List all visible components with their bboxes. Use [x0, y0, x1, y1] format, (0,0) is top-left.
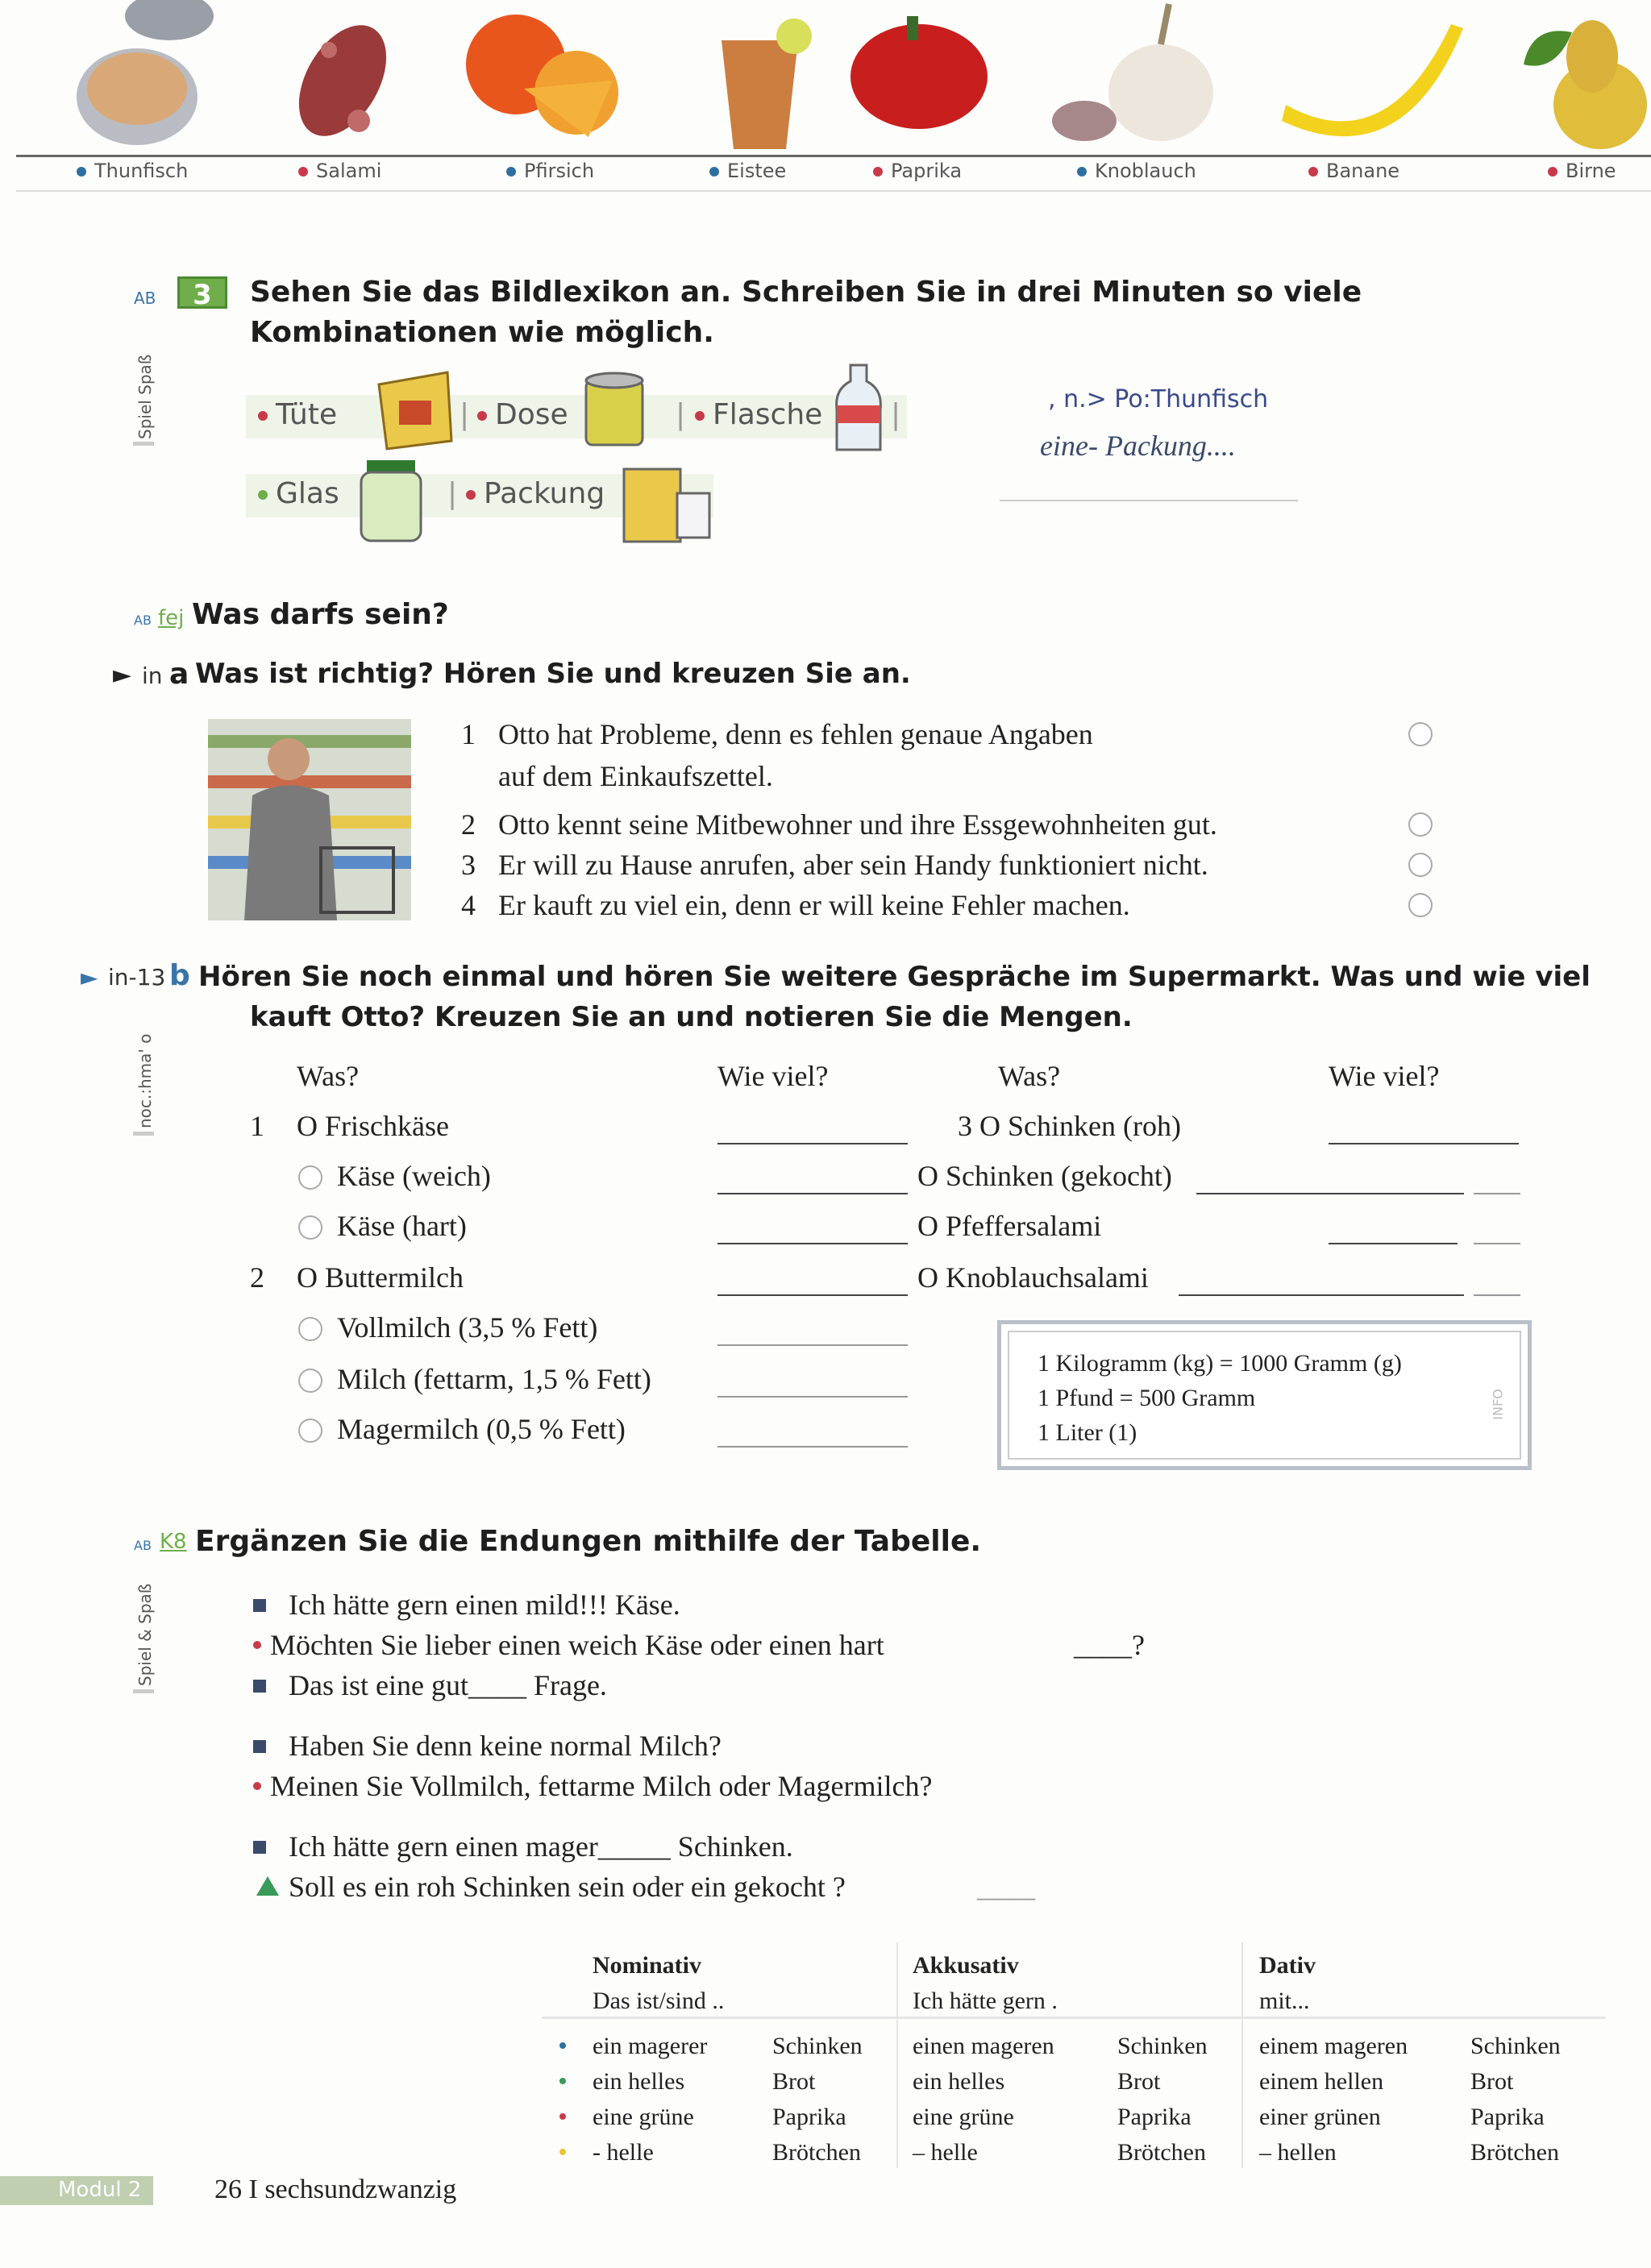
handwritten-note-2: eine- Packung....: [1040, 430, 1236, 462]
info-line-3: 1 Liter (1): [1038, 1419, 1137, 1446]
page-number: 26 I sechsundzwanzig: [214, 2175, 457, 2204]
gender-dot-icon: [559, 2042, 566, 2049]
quantity-blank-extra[interactable]: [1474, 1193, 1520, 1194]
food-label-0: [77, 160, 188, 182]
item-label: Magermilch (0,5 % Fett): [337, 1413, 626, 1445]
item-checkbox[interactable]: [298, 1419, 322, 1443]
task-number-3: 3: [177, 276, 227, 309]
speaker-dot-icon: [253, 1782, 261, 1790]
part-a-letter: a: [169, 658, 189, 691]
food-label-text: Salami: [316, 160, 382, 182]
noun-cell: Schinken: [1470, 2033, 1561, 2059]
statement-text: Otto hat Probleme, denn es fehlen genaue Angaben: [498, 718, 1093, 750]
play-icon[interactable]: ►: [113, 661, 132, 689]
answer-checkbox[interactable]: [1408, 812, 1433, 837]
col-header-wieviel-1: Wie viel?: [717, 1060, 829, 1092]
article-adjective-cell: – helle: [913, 2139, 978, 2166]
iced-tea-image: [722, 19, 812, 149]
bullet-icon: [1308, 167, 1318, 177]
tuna-can-image: [77, 0, 214, 145]
quantity-blank[interactable]: [1196, 1193, 1464, 1194]
food-label-text: Eistee: [727, 160, 787, 182]
bullet-icon: [873, 167, 883, 177]
answer-checkbox[interactable]: [1408, 853, 1433, 877]
food-label-text: Banane: [1326, 160, 1400, 182]
article-adjective-cell: einer grünen: [1259, 2104, 1381, 2130]
quantity-blank[interactable]: [717, 1193, 908, 1194]
jar-icon: [355, 456, 427, 545]
bullet-icon: [77, 167, 86, 177]
noun-cell: Paprika: [772, 2104, 846, 2130]
quantity-blank[interactable]: [717, 1396, 908, 1398]
item-label: O Frischkäse: [297, 1110, 449, 1142]
food-label-text: Thunfisch: [94, 160, 189, 182]
speaker-square-icon: [253, 1841, 266, 1854]
statement-text: Otto kennt seine Mitbewohner und ihre Essgewohnheiten gut.: [498, 808, 1217, 841]
supermarket-photo: [208, 719, 411, 920]
food-photo-strip: [0, 0, 1651, 155]
article-adjective-cell: ein helles: [913, 2068, 1005, 2095]
part-b-letter: b: [169, 959, 190, 992]
item-label: O Schinken (gekocht): [917, 1160, 1172, 1192]
info-line-1: 1 Kilogramm (kg) = 1000 Gramm (g): [1038, 1350, 1402, 1377]
package-icon: [619, 461, 716, 550]
pear-image: [1524, 20, 1647, 149]
ab-reference-4: AB: [134, 613, 152, 628]
article-adjective-cell: eine grüne: [593, 2104, 694, 2130]
play-icon-b[interactable]: ►: [81, 964, 98, 991]
dialog-line: Soll es ein roh Schinken sein oder ein gekocht ?: [289, 1871, 846, 1903]
food-label-2: [506, 160, 594, 182]
note-line: [1000, 500, 1298, 501]
part-b-instruction-line2: kauft Otto? Kreuzen Sie an und notieren Sie die Mengen.: [250, 1001, 1133, 1033]
strip-divider: [16, 155, 1651, 157]
food-label-6: [1308, 160, 1399, 182]
statement-text: Er will zu Hause anrufen, aber sein Handy funktioniert nicht.: [498, 849, 1208, 881]
quantity-blank[interactable]: [717, 1344, 908, 1346]
grammar-col-divider-1: [896, 1942, 898, 2168]
food-label-1: [298, 160, 381, 182]
dialog-line: Das ist eine gut____ Frage.: [289, 1669, 607, 1701]
statement-number: 3: [461, 849, 476, 881]
task3-instruction-line2: Kombinationen wie möglich.: [250, 316, 714, 349]
food-label-text: Birne: [1566, 160, 1616, 182]
gender-dot-icon: [559, 2149, 566, 2155]
quantity-blank[interactable]: [717, 1143, 908, 1144]
item-label: O Pfeffersalami: [917, 1210, 1102, 1242]
salami-image: [281, 10, 405, 152]
article-adjective-cell: ein helles: [593, 2068, 685, 2095]
audio-track-a[interactable]: in: [142, 663, 163, 689]
article-adjective-cell: eine grüne: [913, 2104, 1014, 2130]
case-header: Nominativ: [593, 1952, 701, 1979]
info-tag: INFO: [1490, 1389, 1506, 1420]
item-label: Käse (weich): [337, 1160, 491, 1192]
statement-text-cont: auf dem Einkaufszettel.: [498, 760, 773, 792]
handwritten-note-1: , n.> Po:Thunfisch: [1048, 385, 1269, 413]
item-label: Vollmilch (3,5 % Fett): [337, 1311, 598, 1344]
statement-number: 4: [461, 889, 476, 921]
food-label-text: Paprika: [891, 160, 963, 182]
food-label-text: Knoblauch: [1095, 160, 1196, 182]
quantity-blank[interactable]: [717, 1446, 908, 1448]
part-a-instruction: Was ist richtig? Hören Sie und kreuzen Sie an.: [195, 658, 911, 690]
food-label-5: [1077, 160, 1196, 182]
lexicon-dose: Dose: [477, 398, 568, 431]
quantity-blank[interactable]: [1179, 1294, 1464, 1296]
case-header: Akkusativ: [913, 1952, 1019, 1979]
quantity-blank[interactable]: [717, 1243, 908, 1244]
article-adjective-cell: einem hellen: [1259, 2068, 1384, 2095]
banana-image: [1282, 24, 1463, 136]
gender-dot-icon: [559, 2078, 566, 2084]
bag-icon: [371, 364, 460, 453]
lexicon-flasche: Flasche: [695, 398, 822, 431]
case-subheader: mit...: [1259, 1988, 1310, 2014]
statement-number: 2: [461, 808, 476, 841]
item-label: Milch (fettarm, 1,5 % Fett): [337, 1363, 651, 1395]
dialog-line-tail: ____?: [1074, 1629, 1145, 1661]
item-label: 3 O Schinken (roh): [958, 1110, 1181, 1142]
item-checkbox[interactable]: [298, 1215, 322, 1240]
item-label: O Knoblauchsalami: [917, 1261, 1149, 1294]
ab-reference-5: AB: [134, 1538, 152, 1553]
task5-ref: K8: [160, 1530, 187, 1554]
audio-track-b[interactable]: in-13: [108, 964, 166, 991]
food-label-text: Pfirsich: [524, 160, 595, 182]
task4-ref: fej: [158, 606, 185, 630]
noun-cell: Brötchen: [1470, 2139, 1559, 2166]
dialog-line: Ich hätte gern einen mild!!! Käse.: [289, 1589, 680, 1621]
task4-title: Was darfs sein?: [192, 598, 449, 631]
bottle-icon: [830, 361, 887, 458]
strip-bottom-rule: [16, 190, 1651, 192]
noun-cell: Brot: [772, 2068, 816, 2095]
quantity-blank[interactable]: [717, 1294, 908, 1296]
item-label: Käse (hart): [337, 1210, 467, 1242]
dialog-line-tail: ____: [977, 1871, 1035, 1903]
side-marker: [133, 442, 154, 446]
article-adjective-cell: einem mageren: [1259, 2033, 1408, 2059]
speaker-triangle-icon: [256, 1876, 279, 1896]
garlic-image: [1052, 4, 1213, 141]
item-checkbox[interactable]: [298, 1369, 322, 1393]
task5-title: Ergänzen Sie die Endungen mithilfe der Tabelle.: [195, 1525, 982, 1558]
item-number: 1: [250, 1110, 264, 1142]
food-label-4: [873, 160, 962, 182]
speaker-square-icon: [253, 1740, 266, 1753]
answer-checkbox[interactable]: [1408, 722, 1433, 746]
quantity-blank[interactable]: [1329, 1143, 1519, 1144]
dialog-line: Haben Sie denn keine normal Milch?: [289, 1730, 722, 1762]
col-header-wieviel-2: Wie viel?: [1329, 1060, 1440, 1092]
noun-cell: Paprika: [1470, 2104, 1545, 2130]
task5-side-label: Spiel & Spaß: [135, 1583, 155, 1686]
noun-cell: Schinken: [772, 2033, 863, 2059]
article-adjective-cell: einen mageren: [913, 2033, 1054, 2059]
case-header: Dativ: [1259, 1952, 1316, 1979]
col-header-was-1: Was?: [297, 1060, 360, 1092]
quantity-blank-extra[interactable]: [1474, 1243, 1520, 1244]
bullet-icon: [1077, 167, 1087, 177]
article-adjective-cell: ein magerer: [593, 2033, 708, 2059]
article-adjective-cell: – hellen: [1259, 2139, 1337, 2166]
bullet-icon: [709, 167, 719, 177]
article-adjective-cell: - helle: [593, 2139, 654, 2166]
dialog-line: Möchten Sie lieber einen weich Käse oder einen hart: [270, 1629, 884, 1661]
bell-pepper-image: [850, 16, 988, 129]
quantity-blank-extra[interactable]: [1474, 1294, 1520, 1296]
task3-side-label: Spiel Spaß: [135, 354, 155, 439]
bullet-icon: [1548, 167, 1557, 177]
lexicon-tuete: Tüte: [258, 398, 337, 431]
case-subheader: Das ist/sind ..: [593, 1988, 725, 2014]
case-subheader: Ich hätte gern .: [913, 1988, 1058, 2014]
dialog-line: Ich hätte gern einen mager_____ Schinken.: [289, 1830, 793, 1863]
bullet-icon: [298, 167, 308, 177]
side-marker-b: [133, 1132, 154, 1136]
bullet-icon: [506, 167, 516, 177]
ab-reference-3: AB: [134, 289, 156, 308]
item-checkbox[interactable]: [298, 1165, 322, 1190]
grammar-col-divider-2: [1241, 1942, 1243, 2168]
noun-cell: Brötchen: [772, 2139, 861, 2166]
statement-number: 1: [461, 718, 476, 750]
task3-instruction-line1: Sehen Sie das Bildlexikon an. Schreiben Sie in drei Minuten so viele: [250, 276, 1362, 309]
food-label-7: [1548, 160, 1616, 182]
gender-dot-icon: [559, 2113, 566, 2120]
lexicon-packung: Packung: [466, 477, 605, 510]
food-label-3: [709, 160, 786, 182]
noun-cell: Paprika: [1117, 2104, 1191, 2130]
noun-cell: Schinken: [1117, 2033, 1208, 2059]
noun-cell: Brot: [1470, 2068, 1514, 2095]
lexicon-glas: Glas: [258, 477, 339, 510]
info-box: [997, 1320, 1532, 1470]
speaker-dot-icon: [253, 1641, 261, 1649]
speaker-square-icon: [253, 1680, 266, 1693]
can-icon: [582, 371, 647, 451]
info-line-2: 1 Pfund = 500 Gramm: [1038, 1385, 1256, 1411]
dialog-line: Meinen Sie Vollmilch, fettarme Milch oder Magermilch?: [270, 1770, 933, 1802]
noun-cell: Brot: [1117, 2068, 1161, 2095]
statement-text: Er kauft zu viel ein, denn er will keine Fehler machen.: [498, 889, 1130, 921]
part-b-side-label: noc.:hma' o: [135, 1033, 155, 1128]
item-label: O Buttermilch: [297, 1261, 464, 1294]
item-number: 2: [250, 1261, 264, 1294]
side-marker-5: [133, 1689, 154, 1693]
module-label: Modul 2: [58, 2178, 142, 2202]
peach-image: [466, 15, 618, 137]
quantity-blank[interactable]: [1329, 1243, 1458, 1244]
grammar-header-rule: [542, 2017, 1606, 2019]
speaker-square-icon: [253, 1599, 266, 1612]
item-checkbox[interactable]: [298, 1317, 322, 1341]
noun-cell: Brötchen: [1117, 2139, 1206, 2166]
answer-checkbox[interactable]: [1408, 893, 1433, 917]
col-header-was-2: Was?: [998, 1060, 1061, 1092]
part-b-instruction-line1: Hören Sie noch einmal und hören Sie weitere Gespräche im Supermarkt. Was und wie viel: [198, 961, 1591, 993]
